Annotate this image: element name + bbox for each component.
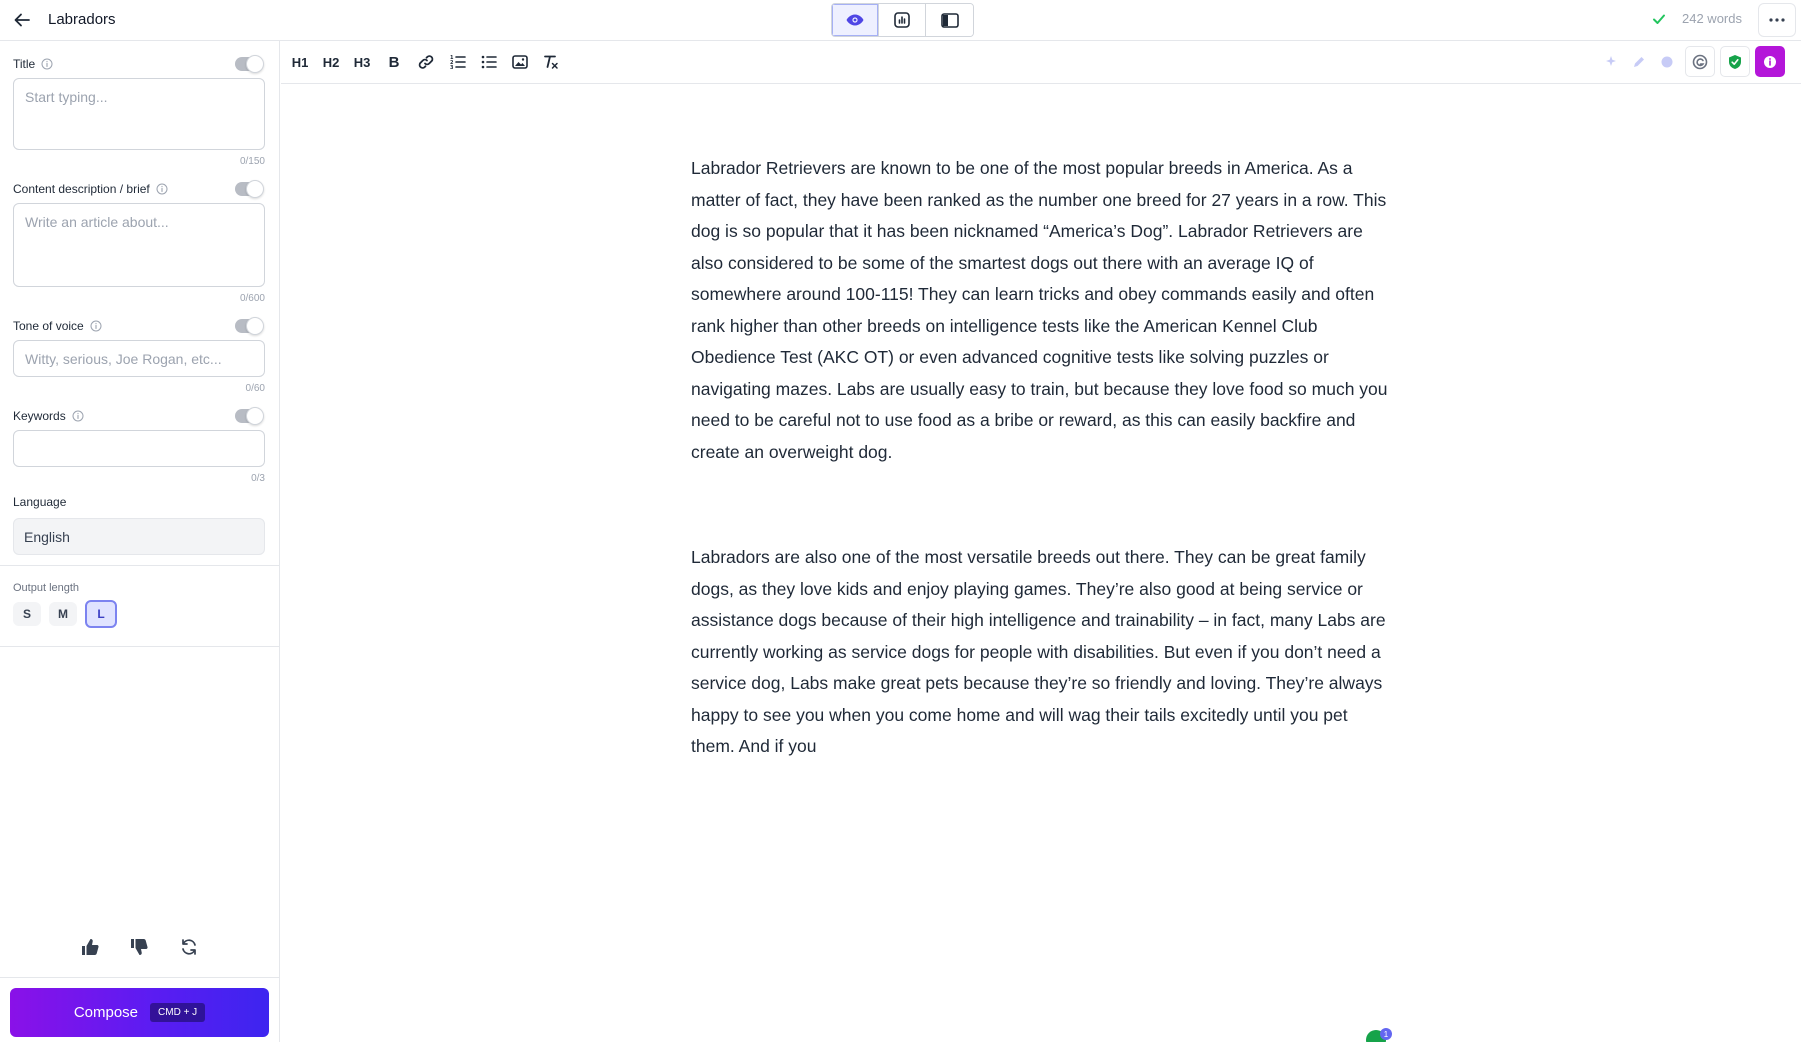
link-icon (418, 54, 434, 70)
thumbs-up-button[interactable] (78, 935, 102, 959)
h2-icon: H2 (322, 54, 340, 70)
editor-toolbar (281, 41, 1801, 84)
title-field (13, 57, 265, 167)
arrow-left-icon (13, 11, 31, 29)
language-field (13, 495, 265, 555)
info-circle-icon (1763, 55, 1777, 69)
h3-icon: H3 (353, 54, 371, 70)
thumbs-down-icon (129, 937, 149, 957)
document-title[interactable]: Labradors (48, 11, 116, 28)
language-label: Language (13, 495, 67, 509)
split-view-button[interactable] (926, 4, 973, 36)
grammar-check-button[interactable] (1685, 46, 1715, 77)
heading-1-button[interactable] (289, 51, 311, 73)
length-small-button[interactable]: S (13, 602, 41, 626)
word-count: 242 words (1682, 11, 1742, 26)
bold-icon: B (388, 53, 400, 71)
brief-input[interactable] (13, 203, 265, 287)
tone-counter: 0/60 (245, 383, 265, 394)
brief-toggle[interactable] (235, 182, 263, 196)
keywords-label: Keywords (13, 409, 66, 423)
keywords-input[interactable] (13, 430, 265, 467)
plagiarism-check-button[interactable] (1720, 46, 1750, 77)
h1-icon: H1 (291, 54, 309, 70)
editor-content[interactable] (691, 153, 1391, 837)
bullet-list-icon (481, 54, 497, 70)
regenerate-button[interactable] (177, 935, 201, 959)
image-icon (512, 55, 528, 69)
output-length-label: Output length (13, 582, 80, 594)
sidebar-layout-icon (941, 13, 959, 28)
tone-circle-button[interactable] (1653, 46, 1681, 77)
preview-view-button[interactable] (832, 4, 879, 36)
divider (0, 646, 280, 647)
shield-check-icon (1728, 54, 1742, 70)
compose-label: Compose (73, 1004, 139, 1021)
info-icon (41, 58, 53, 70)
output-length-selector (13, 602, 117, 628)
title-counter: 0/150 (239, 156, 265, 167)
tone-toggle[interactable] (235, 319, 263, 333)
link-button[interactable] (415, 51, 437, 73)
notification-badge: 1 (1380, 1028, 1392, 1040)
svg-text:3: 3 (450, 65, 454, 70)
chart-box-icon (894, 12, 910, 28)
divider (0, 565, 280, 566)
keywords-counter: 0/3 (251, 473, 265, 484)
insert-image-button[interactable] (509, 51, 531, 73)
info-icon (72, 410, 84, 422)
title-input[interactable] (13, 78, 265, 150)
bullet-list-button[interactable] (478, 51, 500, 73)
tone-label: Tone of voice (13, 319, 84, 333)
length-large-button[interactable]: L (85, 600, 117, 628)
keywords-field (13, 409, 265, 489)
title-toggle[interactable] (235, 57, 263, 71)
saved-check-icon (1652, 12, 1666, 26)
brief-field (13, 182, 265, 302)
top-bar (0, 0, 1801, 41)
analytics-view-button[interactable] (879, 4, 926, 36)
settings-sidebar (0, 41, 280, 1042)
ordered-list-icon (450, 54, 466, 70)
title-label: Title (13, 57, 36, 71)
heading-2-button[interactable] (320, 51, 342, 73)
sparkle-icon (1604, 55, 1618, 69)
clear-format-icon (543, 54, 559, 70)
ordered-list-button[interactable] (447, 51, 469, 73)
refresh-icon (180, 938, 198, 956)
heading-3-button[interactable] (351, 51, 373, 73)
language-select[interactable]: English (13, 518, 265, 555)
info-icon (90, 320, 102, 332)
view-mode-switch (831, 3, 974, 37)
brief-label: Content description / brief (13, 182, 150, 196)
tone-field (13, 319, 265, 399)
paragraph[interactable]: Labrador Retrievers are known to be one of the most popular breeds in America. As a matter of fact, they have been ranked as the number one breed for 27 years in a row. This dog is so popular that it has been nicknamed “America’s Dog”. Labrador Retrievers are also considered to be some of the smartest dogs out there with an average IQ of somewhere around 100-115! They can learn tricks and obey commands easily and often rank higher than other breeds on intelligence tests like the American Kennel Club Obedience Test (AKC OT) or even advanced cognitive tests like solving puzzles or navigating mazes. Labs are usually easy to train, but because they love food so much you need to be careful not to use food as a bribe or reward, as this can easily backfire and create an overweight dog. (691, 158, 1388, 462)
more-horizontal-icon (1769, 18, 1785, 22)
pen-icon (1632, 55, 1646, 69)
compose-button[interactable] (10, 988, 269, 1037)
clear-formatting-button[interactable] (540, 51, 562, 73)
svg-text:1: 1 (450, 55, 454, 61)
circle-icon (1660, 55, 1674, 69)
paragraph[interactable]: Labradors are also one of the most versatile breeds out there. They can be great family dogs, as they love kids and enjoy playing games. They’re also good at being service or assistance dogs because of their high intelligence and trainability – in fact, many Labs are currently working as service dogs for people with disabilities. But even if you don’t need a service dog, Labs make great pets because they’re so friendly and loving. They’re always happy to see you when you come home and will wag their tails excitedly until you pet them. And if you (691, 547, 1386, 756)
ai-sparkle-button[interactable] (1597, 46, 1625, 77)
thumbs-up-icon (80, 937, 100, 957)
grammarly-icon (1692, 54, 1708, 70)
divider (0, 977, 280, 978)
svg-text:2: 2 (450, 60, 454, 66)
info-icon (156, 183, 168, 195)
bold-button[interactable] (383, 51, 405, 73)
more-options-button[interactable] (1758, 3, 1796, 37)
tone-input[interactable] (13, 340, 265, 377)
thumbs-down-button[interactable] (127, 935, 151, 959)
edit-pen-button[interactable] (1625, 46, 1653, 77)
compose-shortcut: CMD + J (150, 1003, 205, 1022)
info-panel-button[interactable] (1755, 46, 1785, 77)
keywords-toggle[interactable] (235, 409, 263, 423)
length-medium-button[interactable]: M (49, 602, 77, 626)
brief-counter: 0/600 (239, 293, 265, 304)
eye-icon (846, 14, 864, 26)
back-button[interactable] (10, 8, 34, 32)
